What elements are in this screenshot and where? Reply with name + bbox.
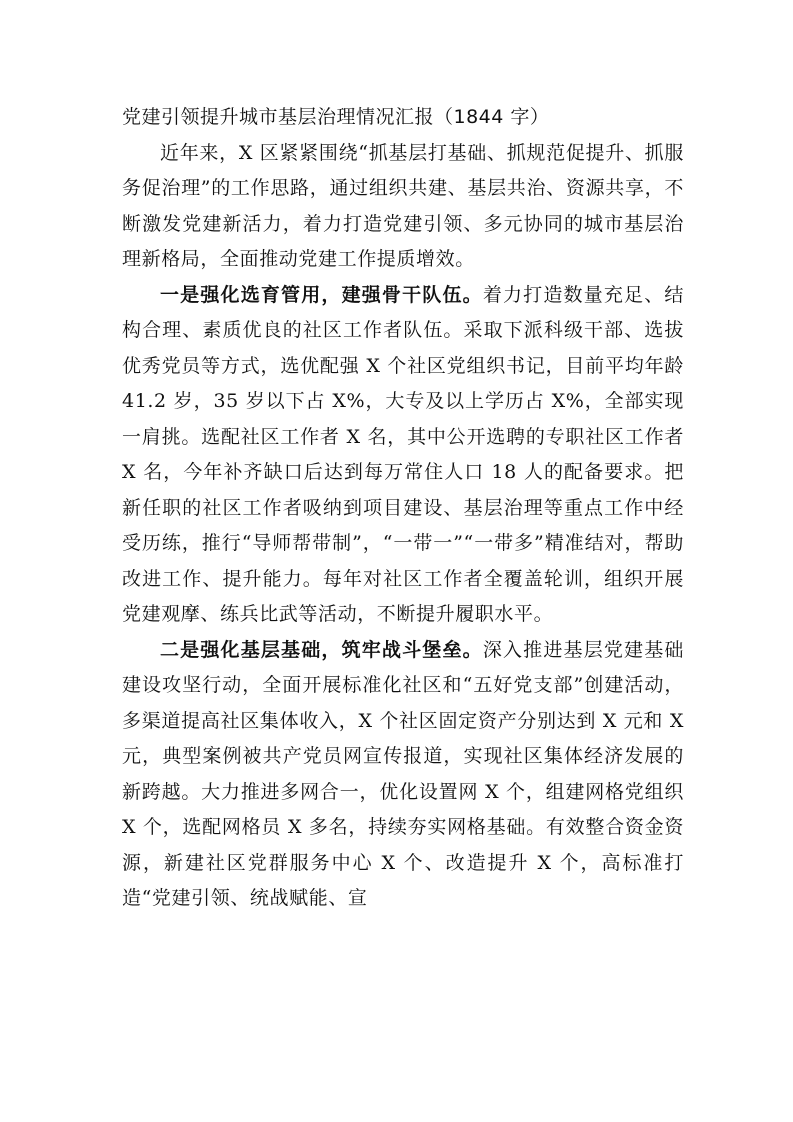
section-two-heading: 二是强化基层基础，筑牢战斗堡垒。 bbox=[160, 638, 483, 661]
section-two-paragraph bbox=[122, 633, 684, 917]
section-two-body: 深入推进基层党建基础建设攻坚行动，全面开展标准化社区和“五好党支部”创建活动，多渠道提高社区集体收入，X 个社区固定资产分别达到 X 元和 X 元，典型案例被共产党员网宣传报道，实现社区集体经济发展的新跨越。大力推进多网合一，优化设置网 X 个，组建网格党组织 X 个，选配网格员 X 多名，持续夯实网格基础。有效整合资金资源，新建社区党群服务中心 X 个、改造提升 X 个，高标准打造“党建引领、统战赋能、宣 bbox=[122, 638, 684, 909]
document-title: 党建引领提升城市基层治理情况汇报（1844 字） bbox=[122, 106, 550, 128]
section-one-heading: 一是强化选育管用，建强骨干队伍。 bbox=[160, 283, 483, 306]
section-one-paragraph bbox=[122, 278, 684, 633]
section-one-body: 着力打造数量充足、结构合理、素质优良的社区工作者队伍。采取下派科级干部、选拔优秀党员等方式，选优配强 X 个社区党组织书记，目前平均年龄 41.2 岁，35 岁以下占 X%，大专及以上学历占 X%，全部实现一肩挑。选配社区工作者 X 名，其中公开选聘的专职社区工作者 X 名，今年补齐缺口后达到每万常住人口 18 人的配备要求。把新任职的社区工作者吸纳到项目建设、基层治理等重点工作中经受历练，推行“导师帮带制”，“一带一”“一带多”精准结对，帮助改进工作、提升能力。每年对社区工作者全覆盖轮训，组织开展党建观摩、练兵比武等活动，不断提升履职水平。 bbox=[122, 283, 684, 625]
intro-paragraph: 近年来，X 区紧紧围绕“抓基层打基础、抓规范促提升、抓服务促治理”的工作思路，通过组织共建、基层共治、资源共享，不断激发党建新活力，着力打造党建引领、多元协同的城市基层治理新格局，全面推动党建工作提质增效。 bbox=[122, 141, 684, 270]
document-body bbox=[122, 100, 684, 917]
